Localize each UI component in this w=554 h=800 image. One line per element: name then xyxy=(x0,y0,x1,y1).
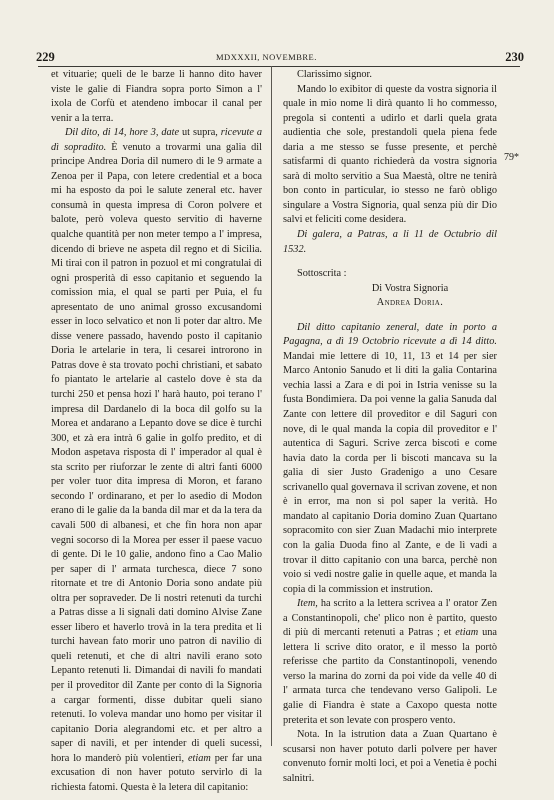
signature-line-1: Di Vostra Signoria xyxy=(371,282,449,294)
dispatch-received: ricevute a dì sopradito. xyxy=(51,127,262,153)
column-divider xyxy=(271,66,272,746)
running-title: MDXXXII, NOVEMBRE. xyxy=(216,52,317,62)
right-paragraph-5: Nota. In la istrution data a Zuan Quartano è scusarsi non haver potuto darli polvere per haver convenuto fornir molti loci, et poi a Venetia è pochi salnitri. xyxy=(283,729,497,784)
header-rule xyxy=(38,66,520,67)
right-column xyxy=(283,68,497,786)
right-paragraph-4: Item, ha scrito a la lettera scrivea a l' orator Zen a Constantinopoli, che' plico non è partito, questo di più di mercanti retenuti a Patras ; et etiam una lettera li scrive dito orator, e il messo la portò referisse che partito da Constantinopoli, venendo verso la marina do zorni da poi vide da velle 40 di l' armata turca che tendevano verso Galipoli. Le galie di Fiandra è state a Caxopo questa notte preterita et son levate con prospero vento. xyxy=(283,598,497,726)
dispatch-heading-2: Dil ditto capitanio zeneral, date in porto a Pagagna, a dì 19 Octobrio ricevute a dì 14 ditto. xyxy=(283,321,497,348)
left-paragraph-2: Dil dito, di 14, hore 3, date ut supra, ricevute a dì sopradito. È venuto a trovarmi una galia dil principe Andrea Doria dil numero di le 9 armate a Zenoa per il Papa, con letere credential et a boca mi ha esposto da poi le salute zeneral etc. haver consumà in questa impresa di Coron polvere et balote, però voleva questo servitio di haverne qualche quantità per non meter tempo a l' impresa, dicendo di brieve ne aspeta dil regno et di Sicilia. Mi tirai con il patron in pozuol et mi congratulai di ogni prosperità di esso capitanio et seguendo la comission mia, el qual se parti per Puia, el fu apresentato de uno animal grosso excusandomi esser in loco selvatico et non li poter dar altro. Me disse venere passado, havendo posto il capitanio Doria le artelarie in tera, li cesarei introrono in Patras dove è sta trovato pochi christiani, et sabato fo piantato le artelarie al castelo dove è sta da turchi 250 et pensa hozi l' harà hauto, poi terano l' impresa dil Dardanelo di la boca dil golfo su la Morea et andarano a Lepanto dove se dice è turchi 300, et zà era intrà 6 galie in golfo predito, et di Modon aspetava risposta di l' imperador al qual è sta scrito per riuforzar le zente di altri fanti 6000 per voler tuor dita impresa di Moron, et farano secondo l' ordinarano, et per lo asedio di Modon erano di le galie da la banda dil mar et da la tera da cavali 500 di albanesi, et che fin hora non apar vegni socorso di la Morea per esser il paese vacuo di gente. Di le 10 galie, andono fino a Cao Malio per saper di l' armata turchesca, diece 7 sono ritornate et tre di Antonio Doria sono andate più oltra per sopraveder. De li nostri retenuti da turchi a Patras disse a li signali dati domino Alvise Zane esser libero et haverlo trovà in la tera predita et li turchi havean fato morir uno patron di navilio di queli retenuti, et che di altri navili erano soto Lepanto retenuti li. Dimandai di navili fo mandati per il proveditor dil Zante per conto di la Signoria a cargar formenti, disse dubitar queli siano retenuti. Io voleva mandar uno homo per visitar il capitanio Doria alegrandomi etc. et per altro a saper di navili, et per intender di queli sucessi, hora lo manderò più volentieri, etiam per far una excusation di non haver potuto servirlo di la richiesta fatomi. Questa è la letera dil capitanio: xyxy=(51,127,262,793)
dispatch-body: È venuto a trovarmi una galia dil principe Andrea Doria dil numero di le 9 armate a Zenoa per il Papa, con letere credential et a boca mi ha esposto da poi le salute zeneral etc. haver consumà in questa impresa di Coron polvere et balote, però voleva questo servitio di haverne qualche quantità per non meter tempo a l' impresa, dicendo di brieve ne aspeta dil regno et di Sicilia. Mi tirai con il patron in pozuol et mi congratulai di ogni prosperità di esso capitanio et seguendo la comission mia, el qual se parti per Puia, el fu apresentato de uno animal grosso excusandomi esser in loco selvatico et non li poter dar altro. Me disse venere passado, havendo posto il capitanio Doria le artelarie in tera, li cesarei introrono in Patras dove è sta trovato pochi christiani, et sabato fo piantato le artelarie al castelo dove è sta da turchi 250 et pensa hozi l' harà hauto, poi terano l' impresa dil Dardanelo di la boca dil golfo su la Morea et andarano a Lepanto dove se dice è turchi 300, et zà era intrà 6 galie in golfo predito, et di Modon aspetava risposta di l' imperador al qual è sta scrito per riuforzar le zente di altri fanti 6000 per voler tuor dita impresa di Moron, et farano secondo l' ordinarano, et per lo asedio di Modon erano di le galie da la banda dil mar et da la tera da cavali 500 di albanesi, et che fin hora non apar vegni socorso di la Morea per esser il paese vacuo di gente. Di le 10 galie, andono fino a Cao Malio per saper di l' armata turchesca, diece 7 sono ritornate et tre di Antonio Doria sono andate più oltra per sopraveder. De li nostri retenuti da turchi a Patras disse a li signali dati domino Alvise Zane esser libero et haverlo trovà in la tera predita et li turchi havean fato morir uno patron di navilio di queli retenuti, et che di altri navili erano soto Lepanto retenuti li. Dimandai di navili fo mandati per il proveditor dil Zante per conto di la Signoria a cargar formenti, disse dubitar queli siano retenuti. Io voleva mandar uno homo per visitar il capitanio Doria alegrandomi etc. et per altro a saper di navili, et per intender di queli sucessi, hora lo manderò più volentieri, xyxy=(51,141,262,764)
page-number-left: 229 xyxy=(36,50,55,64)
dispatch-heading: Dil dito, di 14, hore 3, date xyxy=(65,127,180,139)
page-number-right: 230 xyxy=(505,50,524,64)
letter-salutation: Clarissimo signor. xyxy=(297,69,372,80)
margin-note: 79* xyxy=(504,152,519,163)
subscription-label: Sottoscrita : xyxy=(297,268,347,280)
left-column xyxy=(51,68,262,795)
letter-dateline: Di galera, a Patras, a li 11 de Octubrio dil 1532. xyxy=(283,229,497,255)
letter-body: Mando lo exibitor di queste da vostra signoria il quale in mio nome li dirà quanto li ho commesso, pregola si contenti a udirlo et darli quela grata audientia che sole, prestandoli quela piena fede daria a me stesso se fusse presente, et perchè satisfarmi di quanto richiederà da vostra signoria sarà di molto servitio a Sua Maestà, oltre ne tenirà bon conto in particular, io stesso ne farò obligo singulare a Vostra Signoria, qual senza più dir Dio salvi et feliciti come desidera. xyxy=(283,83,497,226)
signature-line-2: Andrea Doria. xyxy=(376,297,444,309)
left-paragraph-1: et vituarie; queli de le barze li hanno dito haver viste le galie di Fiandra sopra porto Simon a l' ixola de Corfù et atendeno imbocar il canal per venir a la terra. xyxy=(51,69,262,124)
right-paragraph-3: Dil ditto capitanio zeneral, date in porto a Pagagna, a dì 19 Octobrio ricevute a dì 14 ditto. Mandai mie lettere di 10, 11, 13 et 14 per sier Marco Antonio Sanudo et li diti la galia Contarina vechia lassi a Zara e di poi in Istria venisse su la fusta Bondimiera. Da poi venne la galia Sanuda dal Zante con lettere dil proveditor e dil Saguri con nove, di le qual manda la copia dil proveditor e l' autentica di Saguri. Scrive zerca biscoti e come havia dato la corda per li biscoti mancava su la galia di sier Justo Gradenigo a uno Cesare scrivanello qual governava il scrivan zovene, et non è in error, ma non si pol saper la verità. Ho mandato al capitanio Doria domino Zuan Quartano sopracomito con sier Zuan Madachi mio interprete con la galia Duoda fino al Zante, e de lì vadi a trovar il ditto capitanio con una barca, perchè non voio si vedi nostre galie in quelle aque, et manda la copia di la commission et instrution. xyxy=(283,321,497,595)
page-header xyxy=(36,50,524,64)
